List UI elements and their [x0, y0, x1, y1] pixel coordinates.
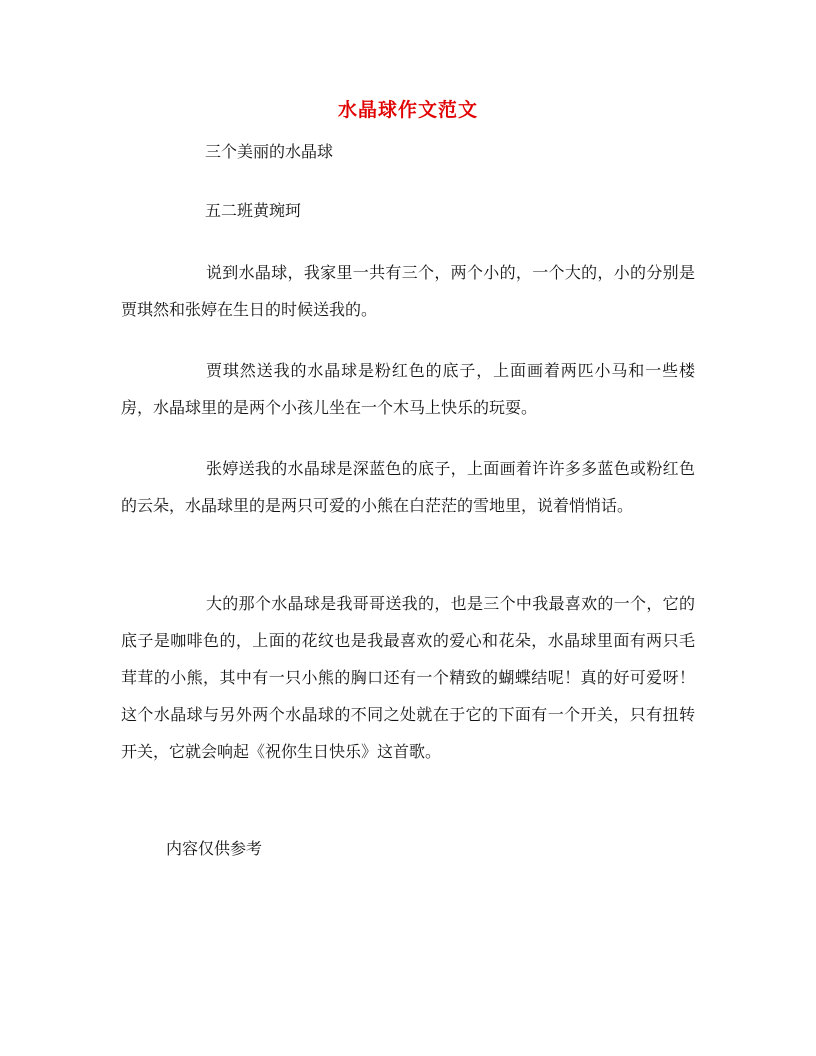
- essay-subtitle: 三个美丽的水晶球: [205, 142, 334, 161]
- paragraph-3: 张婷送我的水晶球是深蓝色的底子，上面画着许许多多蓝色或粉红色的云朵，水晶球里的是两只可爱的小熊在白茫茫的雪地里，说着悄悄话。: [121, 459, 695, 515]
- paragraph-4: 大的那个水晶球是我哥哥送我的，也是三个中我最喜欢的一个，它的底子是咖啡色的，上面的花纹也是我最喜欢的爱心和花朵，水晶球里面有两只毛茸茸的小熊，其中有一只小熊的胸口还有一个精致的蝴蝶结呢！真的好可爱呀！这个水晶球与另外两个水晶球的不同之处就在于它的下面有一个开关，只有扭转开关，它就会响起《祝你生日快乐》这首歌。: [121, 594, 695, 761]
- paragraph-1: 说到水晶球，我家里一共有三个，两个小的，一个大的，小的分别是贾琪然和张婷在生日的时候送我的。: [121, 263, 695, 319]
- author-line: 五二班黄琬珂: [205, 201, 302, 220]
- document-title: 水晶球作文范文: [337, 99, 478, 121]
- footer-note: 内容仅供参考: [166, 839, 263, 858]
- paragraph-2: 贾琪然送我的水晶球是粉红色的底子，上面画着两匹小马和一些楼房，水晶球里的是两个小孩儿坐在一个木马上快乐的玩耍。: [121, 361, 695, 417]
